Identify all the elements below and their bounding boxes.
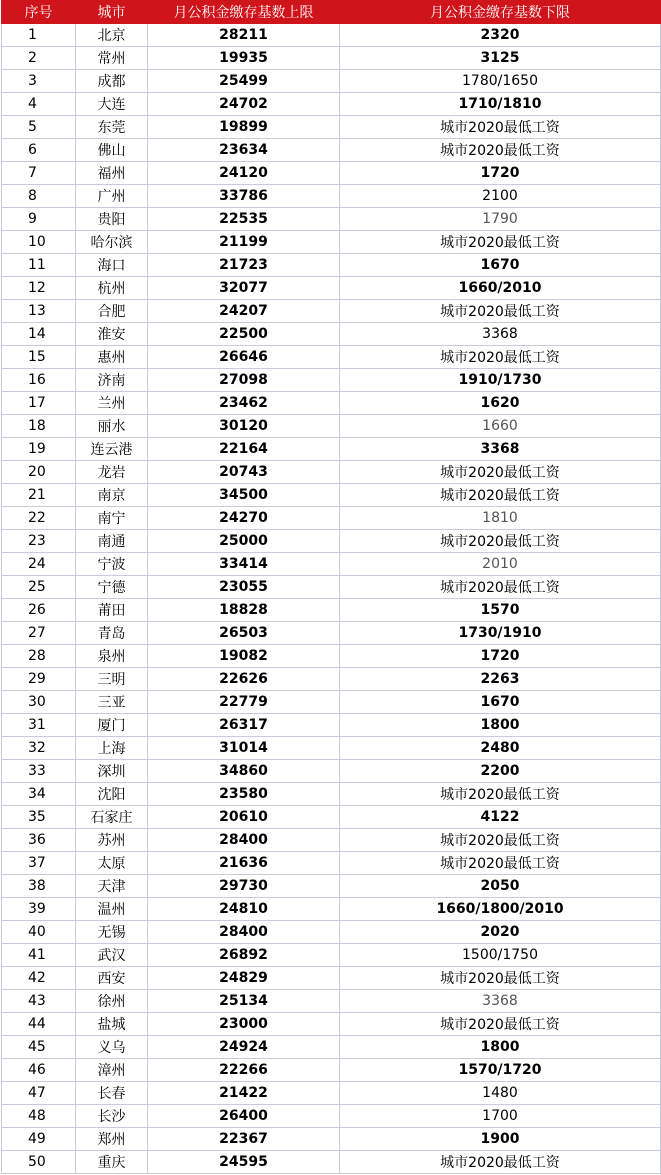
row-index: 42 [2,967,76,990]
row-city: 东莞 [76,116,148,139]
row-city: 济南 [76,369,148,392]
row-index: 49 [2,1128,76,1151]
table-row [2,93,661,116]
row-index: 19 [2,438,76,461]
row-index: 32 [2,737,76,760]
row-upper-limit: 23055 [148,576,340,599]
row-upper-limit: 26400 [148,1105,340,1128]
row-index: 12 [2,277,76,300]
table-row [2,760,661,783]
row-city: 淮安 [76,323,148,346]
row-index: 34 [2,783,76,806]
table-row [2,1013,661,1036]
row-lower-limit: 4122 [340,806,661,829]
row-city: 漳州 [76,1059,148,1082]
row-index: 50 [2,1151,76,1174]
row-upper-limit: 21199 [148,231,340,254]
row-index: 39 [2,898,76,921]
row-city: 天津 [76,875,148,898]
row-lower-limit: 1910/1730 [340,369,661,392]
row-upper-limit: 21636 [148,852,340,875]
table-row [2,507,661,530]
row-index: 36 [2,829,76,852]
table-row [2,1151,661,1174]
row-city: 莆田 [76,599,148,622]
row-index: 43 [2,990,76,1013]
row-lower-limit: 城市2020最低工资 [340,829,661,852]
row-city: 上海 [76,737,148,760]
table-row [2,967,661,990]
row-index: 16 [2,369,76,392]
table-row [2,1059,661,1082]
row-lower-limit: 1810 [340,507,661,530]
row-city: 泉州 [76,645,148,668]
row-lower-limit: 1660/2010 [340,277,661,300]
header-city: 城市 [76,1,148,24]
row-index: 1 [2,24,76,47]
row-index: 46 [2,1059,76,1082]
row-upper-limit: 24595 [148,1151,340,1174]
row-city: 哈尔滨 [76,231,148,254]
table-row [2,438,661,461]
row-lower-limit: 2200 [340,760,661,783]
table-row [2,921,661,944]
row-upper-limit: 19899 [148,116,340,139]
row-index: 30 [2,691,76,714]
row-upper-limit: 22266 [148,1059,340,1082]
row-upper-limit: 25499 [148,70,340,93]
row-index: 13 [2,300,76,323]
row-lower-limit: 2020 [340,921,661,944]
table-row [2,185,661,208]
table-row [2,47,661,70]
row-upper-limit: 19935 [148,47,340,70]
table-row [2,668,661,691]
header-row [2,1,661,24]
row-city: 郑州 [76,1128,148,1151]
row-city: 北京 [76,24,148,47]
row-upper-limit: 21422 [148,1082,340,1105]
row-city: 海口 [76,254,148,277]
row-city: 太原 [76,852,148,875]
row-upper-limit: 24924 [148,1036,340,1059]
row-lower-limit: 城市2020最低工资 [340,116,661,139]
table-row [2,737,661,760]
table-row [2,576,661,599]
table-row [2,714,661,737]
table-row [2,415,661,438]
row-city: 惠州 [76,346,148,369]
row-city: 杭州 [76,277,148,300]
row-lower-limit: 城市2020最低工资 [340,461,661,484]
row-upper-limit: 20610 [148,806,340,829]
table-row [2,622,661,645]
row-upper-limit: 34500 [148,484,340,507]
row-index: 44 [2,1013,76,1036]
row-upper-limit: 25000 [148,530,340,553]
row-index: 35 [2,806,76,829]
row-upper-limit: 22626 [148,668,340,691]
row-city: 深圳 [76,760,148,783]
row-upper-limit: 34860 [148,760,340,783]
row-lower-limit: 2480 [340,737,661,760]
row-index: 15 [2,346,76,369]
row-index: 24 [2,553,76,576]
row-city: 南京 [76,484,148,507]
row-city: 无锡 [76,921,148,944]
row-lower-limit: 城市2020最低工资 [340,484,661,507]
row-lower-limit: 2050 [340,875,661,898]
row-lower-limit: 2100 [340,185,661,208]
table-body [2,24,661,1174]
row-index: 33 [2,760,76,783]
table-row [2,208,661,231]
row-lower-limit: 城市2020最低工资 [340,530,661,553]
table-row [2,139,661,162]
row-upper-limit: 21723 [148,254,340,277]
table-row [2,24,661,47]
row-index: 20 [2,461,76,484]
row-lower-limit: 3368 [340,323,661,346]
row-city: 南通 [76,530,148,553]
table-row [2,599,661,622]
row-upper-limit: 26317 [148,714,340,737]
table-row [2,645,661,668]
row-city: 成都 [76,70,148,93]
table-row [2,277,661,300]
row-city: 合肥 [76,300,148,323]
row-lower-limit: 2320 [340,24,661,47]
row-upper-limit: 25134 [148,990,340,1013]
row-index: 3 [2,70,76,93]
row-lower-limit: 1700 [340,1105,661,1128]
table-row [2,254,661,277]
row-index: 21 [2,484,76,507]
row-upper-limit: 23580 [148,783,340,806]
row-upper-limit: 26646 [148,346,340,369]
row-index: 5 [2,116,76,139]
row-upper-limit: 23634 [148,139,340,162]
row-upper-limit: 28400 [148,921,340,944]
row-lower-limit: 1670 [340,254,661,277]
row-upper-limit: 22535 [148,208,340,231]
row-index: 11 [2,254,76,277]
table-row [2,116,661,139]
row-index: 9 [2,208,76,231]
table-row [2,1128,661,1151]
row-city: 连云港 [76,438,148,461]
row-city: 南宁 [76,507,148,530]
row-lower-limit: 1570/1720 [340,1059,661,1082]
row-upper-limit: 22164 [148,438,340,461]
table-row [2,162,661,185]
table-row [2,944,661,967]
row-city: 盐城 [76,1013,148,1036]
row-city: 宁德 [76,576,148,599]
row-index: 23 [2,530,76,553]
row-city: 沈阳 [76,783,148,806]
header-index: 序号 [2,1,76,24]
row-city: 义乌 [76,1036,148,1059]
row-index: 47 [2,1082,76,1105]
row-upper-limit: 33786 [148,185,340,208]
row-lower-limit: 1790 [340,208,661,231]
row-upper-limit: 24270 [148,507,340,530]
row-city: 福州 [76,162,148,185]
row-city: 大连 [76,93,148,116]
row-lower-limit: 1800 [340,1036,661,1059]
row-upper-limit: 18828 [148,599,340,622]
row-lower-limit: 1670 [340,691,661,714]
row-city: 长沙 [76,1105,148,1128]
row-city: 苏州 [76,829,148,852]
header-upper-limit: 月公积金缴存基数上限 [148,1,340,24]
table-row [2,553,661,576]
row-lower-limit: 1720 [340,645,661,668]
row-lower-limit: 1480 [340,1082,661,1105]
row-index: 48 [2,1105,76,1128]
table-row [2,346,661,369]
row-lower-limit: 3125 [340,47,661,70]
row-city: 宁波 [76,553,148,576]
table-row [2,875,661,898]
table-row [2,1082,661,1105]
row-index: 45 [2,1036,76,1059]
table-row [2,783,661,806]
row-lower-limit: 城市2020最低工资 [340,346,661,369]
row-upper-limit: 31014 [148,737,340,760]
row-index: 38 [2,875,76,898]
housing-fund-table [1,0,661,1174]
row-upper-limit: 26892 [148,944,340,967]
row-city: 兰州 [76,392,148,415]
row-lower-limit: 3368 [340,438,661,461]
header-lower-limit: 月公积金缴存基数下限 [340,1,661,24]
row-city: 丽水 [76,415,148,438]
row-city: 石家庄 [76,806,148,829]
row-upper-limit: 22779 [148,691,340,714]
row-city: 龙岩 [76,461,148,484]
row-upper-limit: 27098 [148,369,340,392]
row-lower-limit: 1710/1810 [340,93,661,116]
table-row [2,530,661,553]
table-row [2,70,661,93]
table-row [2,484,661,507]
row-upper-limit: 24207 [148,300,340,323]
row-index: 17 [2,392,76,415]
row-upper-limit: 22367 [148,1128,340,1151]
row-upper-limit: 19082 [148,645,340,668]
row-upper-limit: 29730 [148,875,340,898]
table-row [2,323,661,346]
row-index: 7 [2,162,76,185]
row-city: 三亚 [76,691,148,714]
table-row [2,231,661,254]
row-lower-limit: 城市2020最低工资 [340,231,661,254]
table-row [2,852,661,875]
row-index: 10 [2,231,76,254]
row-lower-limit: 1780/1650 [340,70,661,93]
table-row [2,829,661,852]
row-lower-limit: 2010 [340,553,661,576]
row-city: 三明 [76,668,148,691]
row-lower-limit: 1660 [340,415,661,438]
row-index: 31 [2,714,76,737]
row-lower-limit: 1720 [340,162,661,185]
row-upper-limit: 24702 [148,93,340,116]
row-upper-limit: 28400 [148,829,340,852]
row-lower-limit: 城市2020最低工资 [340,783,661,806]
table-row [2,806,661,829]
row-index: 37 [2,852,76,875]
table-row [2,392,661,415]
row-lower-limit: 1660/1800/2010 [340,898,661,921]
row-city: 广州 [76,185,148,208]
row-index: 29 [2,668,76,691]
row-index: 2 [2,47,76,70]
row-upper-limit: 30120 [148,415,340,438]
row-index: 14 [2,323,76,346]
row-index: 28 [2,645,76,668]
row-city: 温州 [76,898,148,921]
row-lower-limit: 1800 [340,714,661,737]
row-lower-limit: 1620 [340,392,661,415]
row-city: 青岛 [76,622,148,645]
row-lower-limit: 城市2020最低工资 [340,1013,661,1036]
row-lower-limit: 城市2020最低工资 [340,139,661,162]
table-row [2,300,661,323]
table-header [2,1,661,24]
row-city: 厦门 [76,714,148,737]
row-lower-limit: 城市2020最低工资 [340,967,661,990]
row-upper-limit: 28211 [148,24,340,47]
row-city: 重庆 [76,1151,148,1174]
row-lower-limit: 城市2020最低工资 [340,852,661,875]
row-lower-limit: 2263 [340,668,661,691]
row-index: 8 [2,185,76,208]
table-row [2,898,661,921]
row-upper-limit: 24120 [148,162,340,185]
row-city: 长春 [76,1082,148,1105]
table-row [2,1036,661,1059]
row-upper-limit: 23462 [148,392,340,415]
row-city: 徐州 [76,990,148,1013]
table-row [2,369,661,392]
row-upper-limit: 24810 [148,898,340,921]
row-upper-limit: 22500 [148,323,340,346]
row-upper-limit: 23000 [148,1013,340,1036]
row-lower-limit: 1500/1750 [340,944,661,967]
row-upper-limit: 33414 [148,553,340,576]
row-index: 41 [2,944,76,967]
row-lower-limit: 1900 [340,1128,661,1151]
row-city: 西安 [76,967,148,990]
row-index: 27 [2,622,76,645]
row-city: 常州 [76,47,148,70]
row-upper-limit: 20743 [148,461,340,484]
row-lower-limit: 城市2020最低工资 [340,576,661,599]
row-lower-limit: 城市2020最低工资 [340,1151,661,1174]
row-upper-limit: 24829 [148,967,340,990]
row-lower-limit: 3368 [340,990,661,1013]
row-index: 26 [2,599,76,622]
row-upper-limit: 26503 [148,622,340,645]
row-index: 22 [2,507,76,530]
table-row [2,461,661,484]
row-city: 贵阳 [76,208,148,231]
row-city: 武汉 [76,944,148,967]
row-index: 25 [2,576,76,599]
row-index: 4 [2,93,76,116]
row-upper-limit: 32077 [148,277,340,300]
table-row [2,691,661,714]
row-city: 佛山 [76,139,148,162]
row-lower-limit: 1570 [340,599,661,622]
row-index: 18 [2,415,76,438]
table-row [2,1105,661,1128]
table-row [2,990,661,1013]
row-lower-limit: 1730/1910 [340,622,661,645]
row-index: 40 [2,921,76,944]
row-lower-limit: 城市2020最低工资 [340,300,661,323]
row-index: 6 [2,139,76,162]
